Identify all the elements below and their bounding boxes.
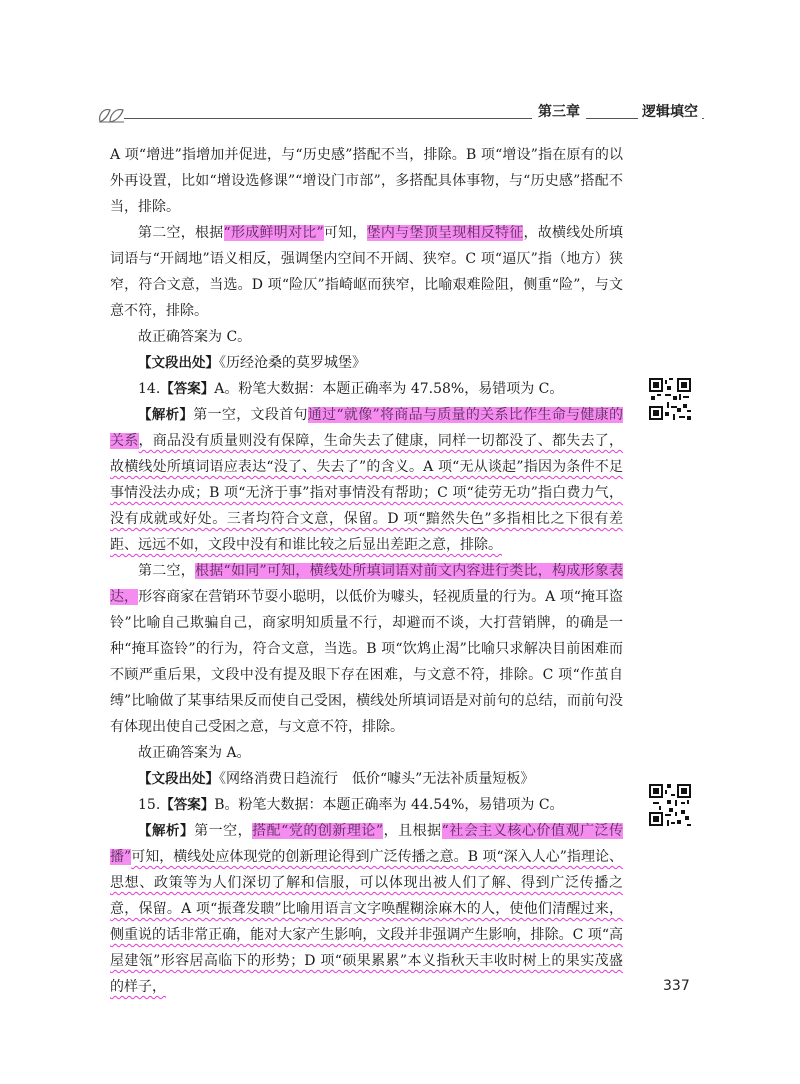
question-14-analysis: 【解析】第一空，文段首句通过“就像”将商品与质量的关系比作生命与健康的关系，商品没有质量则没有保障，生命失去了健康，同样一切都没了、都失去了，故横线处所填词语应表达“没了、失去了”的含义。A 项“无从谈起”指因为条件不足事情没法办成；B 项“无济于事”指对事情没有帮助；C 项“徒劳无功”指白费力气，没有成就或好处。三者均符合文意，保留。D 项“黯然失色”多指相比之下很有差距、远远不如，文段中没有和谁比较之后显出差距之意，排除。 — [110, 407, 623, 553]
question-14-second-blank: 第二空，根据“如同”可知，横线处所填词语对前文内容进行类比，构成形象表达，形容商家在营销环节耍小聪明，以低价为噱头，轻视质量的行为。A 项“掩耳盗铃”比喻自己欺骗自己，商家明知质量不行，却避而不谈，大打营销牌，的确是一种“掩耳盗铃”的行为，符合文意，当选。B 项“饮鸩止渴”比喻只求解决目前困难而不顾严重后果，文段中没有提及眼下存在困难，与文意不符，排除。C 项“作茧自缚”比喻做了某事结果反而使自己受困，横线处所填词语是对前句的总结，而前句没有体现出使自己受困之意，与文意不符，排除。 — [110, 563, 624, 735]
answer-line: 故正确答案为 C。 — [138, 329, 252, 345]
section-title: 逻辑填空 — [638, 101, 702, 121]
question-15-answer: 15.【答案】B。粉笔大数据：本题正确率为 44.54%，易错项为 C。 — [138, 797, 564, 813]
page-number: 337 — [663, 978, 690, 994]
qr-code-icon[interactable] — [649, 378, 691, 420]
paragraph-second-blank: 第二空，根据“形成鲜明对比”可知，堡内与堡顶呈现相反特征，故横线处所填词语与“开阔地”语义相反，强调堡内空间不开阔、狭窄。C 项“逼仄”指（地方）狭窄，符合文意，当选。D 项“险仄”指崎岖而狭窄，比喻艰难险阻，侧重“险”，与文意不符，排除。 — [110, 225, 624, 319]
answer-line: 故正确答案为 A。 — [138, 745, 251, 761]
page-body — [110, 142, 623, 1000]
leaf-icon — [96, 104, 126, 126]
header-rule — [124, 118, 704, 119]
highlight: 搭配“党的创新理论” — [252, 823, 384, 839]
running-header — [96, 98, 704, 128]
source-line: 【文段出处】《网络消费日趋流行 低价“噱头”无法补质量短板》 — [138, 771, 535, 787]
question-15-analysis: 【解析】第一空，搭配“党的创新理论”，且根据“社会主义核心价值观广泛传播”可知，横线处应体现党的创新理论得到广泛传播之意。B 项“深入人心”指理论、思想、政策等为人们深切了解和信服，可以体现出被人们了解、得到广泛传播之意，保留。A 项“振聋发聩”比喻用语言文字唤醒糊涂麻木的人，使他们清醒过来，侧重说的话非常正确，能对大家产生影响，文段并非强调产生影响，排除。C 项“高屋建瓴”形容居高临下的形势；D 项“硕果累累”本义指秋天丰收时树上的果实茂盛的样子， — [110, 823, 623, 995]
highlight: 通过“就像”将商品与质量的关系比作生命与健康的关系 — [110, 407, 623, 449]
highlight: “社会主义核心价值观广泛传播” — [110, 823, 623, 865]
source-line: 【文段出处】《历经沧桑的莫罗城堡》 — [138, 355, 366, 371]
highlight: 根据“如同”可知，横线处所填词语对前文内容进行类比，构成形象表达， — [110, 563, 623, 605]
qr-code-icon[interactable] — [649, 784, 691, 826]
highlight: 堡内与堡顶呈现相反特征 — [366, 225, 524, 241]
chapter-title: 第三章 — [532, 101, 586, 121]
highlight: “形成鲜明对比” — [223, 225, 324, 241]
question-14-answer: 14.【答案】A。粉笔大数据：本题正确率为 47.58%，易错项为 C。 — [138, 381, 564, 397]
paragraph-option-analysis: A 项“增进”指增加并促进，与“历史感”搭配不当，排除。B 项“增设”指在原有的以外再设置，比如“增设选修课”“增设门市部”，多搭配具体事物，与“历史感”搭配不当，排除。 — [110, 147, 623, 215]
